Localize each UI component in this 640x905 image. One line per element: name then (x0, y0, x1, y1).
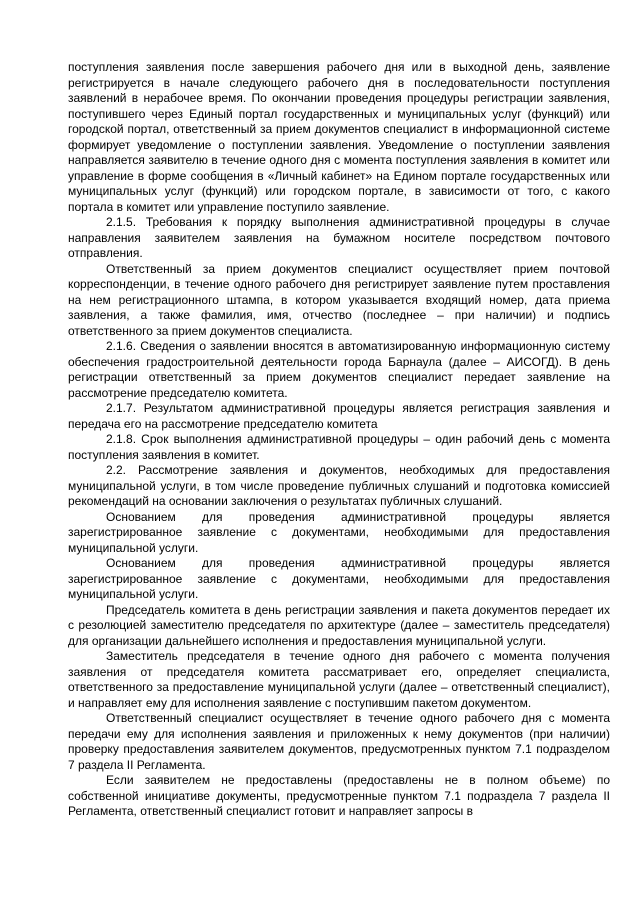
paragraph-2-1-8: 2.1.8. Срок выполнения административной процедуры – один рабочий день с момента поступления заявления в комитет. (68, 432, 610, 462)
paragraph-chairman: Председатель комитета в день регистрации заявления и пакета документов передает их с резолюцией заместителю председателя по архитектуре (далее – заместитель председателя) для организации дальнейшего исполнения и предоставления муниципальной услуги. (68, 602, 610, 648)
paragraph-postal-receipt: Ответственный за прием документов специалист осуществляет прием почтовой корреспонденции, в течение одного рабочего дня регистрирует заявление путем проставления на нем регистрационного штампа, в котором указывается входящий номер, дата приема заявления, а также фамилия, имя, отчество (последнее – при наличии) и подпись ответственного за прием документов специалиста. (68, 261, 610, 338)
paragraph-responsible-specialist: Ответственный специалист осуществляет в течение одного рабочего дня с момента передачи ему для исполнения заявления и приложенных к нему документов (при наличии) проверку предоставления заявителем документов, предусмотренных пунктом 7.1 подразделом 7 раздела II Регламента. (68, 711, 610, 772)
document-page (68, 60, 610, 820)
paragraph-deputy-chairman: Заместитель председателя в течение одного дня рабочего с момента получения заявления от председателя комитета рассматривает его, определяет специалиста, ответственного за предоставление муниципальной услуги (далее – ответственный специалист), и направляет ему для исполнения заявление с поступившим пакетом документом. (68, 649, 610, 710)
paragraph-2-2: 2.2. Рассмотрение заявления и документов, необходимых для предоставления муниципальной услуги, в том числе проведение публичных слушаний и подготовка комиссией рекомендаций на основании заключения о результатах публичных слушаний. (68, 463, 610, 508)
paragraph-requests: Если заявителем не предоставлены (предоставлены не в полном объеме) по собственной инициативе документы, предусмотренные пунктом 7.1 подраздела 7 раздела II Регламента, ответственный специалист готовит и направляет запросы в (68, 773, 610, 818)
paragraph-basis-2: Основанием для проведения административной процедуры является зарегистрированное заявление с документами, необходимыми для предоставления муниципальной услуги. (68, 556, 610, 601)
paragraph-continuation: поступления заявления после завершения рабочего дня или в выходной день, заявление регистрируется в начале следующего рабочего дня в последовательности поступления заявлений в нерабочее время. По окончании проведения процедуры регистрации заявления, поступившего через Единый портал государственных и муниципальных услуг (функций) или городской портал, ответственный за прием документов специалист в информационной системе формирует уведомление о поступлении заявления. Уведомление о поступлении заявления направляется заявителю в течение одного дня с момента поступления заявления в комитет или управление в форме сообщения в «Личный кабинет» на Едином портале государственных или муниципальных услуг (функций) или городском портале, в зависимости от того, с какого портала в комитет или управление поступило заявление. (68, 60, 610, 214)
paragraph-2-1-7: 2.1.7. Результатом административной процедуры является регистрация заявления и передача его на рассмотрение председателю комитета (68, 401, 610, 431)
paragraph-2-1-5: 2.1.5. Требования к порядку выполнения административной процедуры в случае направления заявителем заявления на бумажном носителе посредством почтового отправления. (68, 215, 610, 260)
paragraph-2-1-6: 2.1.6. Сведения о заявлении вносятся в автоматизированную информационную систему обеспечения градостроительной деятельности города Барнаула (далее – АИСОГД). В день регистрации ответственный за прием документов специалист передает заявление на рассмотрение председателю комитета. (68, 339, 610, 400)
paragraph-basis-1: Основанием для проведения административной процедуры является зарегистрированное заявление с документами, необходимыми для предоставления муниципальной услуги. (68, 509, 610, 555)
